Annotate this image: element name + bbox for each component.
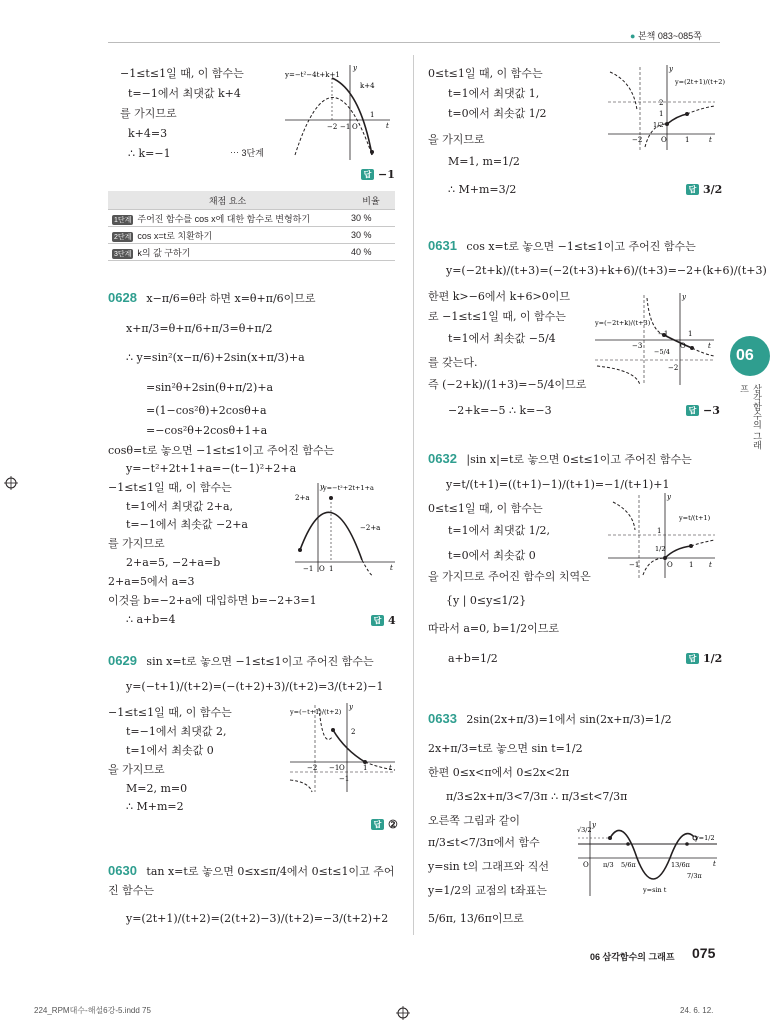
svg-text:−2: −2 <box>668 364 679 372</box>
footer-file: 224_RPM대수-해설6강-5.indd 75 <box>34 1006 151 1015</box>
svg-text:y: y <box>667 493 671 501</box>
p0629: 0629 sin x=t로 놓으면 −1≤t≤1이고 주어진 함수는 <box>108 653 374 668</box>
svg-text:7/3π: 7/3π <box>687 872 702 880</box>
svg-text:O: O <box>352 123 358 131</box>
p0632-l4: t=1에서 최댓값 1/2, <box>448 524 550 537</box>
chapter-tab: 06 삼각함수의 그래프 <box>730 336 758 456</box>
footer-page: 075 <box>692 945 716 961</box>
svg-text:t: t <box>709 136 712 144</box>
p0628-l3: ∴ y=sin²(x−π/6)+2sin(x+π/3)+a <box>126 351 305 364</box>
p0632-l7: {y | 0≤y≤1/2} <box>446 594 527 607</box>
svg-text:y=1/2: y=1/2 <box>695 834 715 842</box>
svg-text:y=(−2t+k)/(t+3): y=(−2t+k)/(t+3) <box>595 319 651 327</box>
p0632-l2: y=t/(t+1)=((t+1)−1)/(t+1)=−1/(t+1)+1 <box>446 478 670 491</box>
p0628-l13: 2+a=5, −2+a=b <box>126 556 221 569</box>
p0632-l9: a+b=1/2 <box>448 652 498 665</box>
p0633-l6: π/3≤t<7/3π에서 함수 <box>428 836 540 849</box>
svg-text:O: O <box>667 561 673 569</box>
prev-line5: ∴ k=−1 <box>128 147 171 160</box>
answer-0629: 답 ② <box>371 818 398 831</box>
p0628-l15: 이것을 b=−2+a에 대입하면 b=−2+3=1 <box>108 594 317 607</box>
registration-mark-icon <box>4 476 18 490</box>
svg-text:y=(2t+1)/(t+2): y=(2t+1)/(t+2) <box>675 78 725 86</box>
svg-text:5/6π: 5/6π <box>621 861 636 869</box>
answer-prev: 답 −1 <box>361 168 395 181</box>
svg-text:−1: −1 <box>329 764 340 772</box>
svg-text:1: 1 <box>329 565 334 573</box>
svg-text:−3: −3 <box>632 342 643 350</box>
p0631-l2: y=(−2t+k)/(t+3)=(−2(t+3)+k+6)/(t+3)=−2+(k+6)/(t+3) <box>446 264 767 277</box>
svg-text:1: 1 <box>657 527 662 535</box>
svg-text:1: 1 <box>659 110 664 118</box>
p0628-l2: x+π/3=θ+π/6+π/3=θ+π/2 <box>126 322 273 335</box>
p0631-l3: 한편 k>−6에서 k+6>0이므 <box>428 290 570 303</box>
svg-text:y: y <box>320 483 324 491</box>
p0628-l6: =−cos²θ+2cosθ+1+a <box>146 424 268 437</box>
graph-prev-max: k+4 <box>360 82 375 90</box>
svg-text:O: O <box>339 764 345 772</box>
scoring-table: 채점 요소 비율 1단계 주어진 함수를 cos x에 대한 함수로 변형하기 30 % 2단계 cos x=t로 치환하기 30 % 3단계 k의 값 구하기 40 % <box>108 191 395 261</box>
p0632-l5: t=0에서 최솟값 0 <box>448 549 536 562</box>
prev-line2: t=−1에서 최댓값 k+4 <box>128 87 241 100</box>
p0633-l3: 한편 0≤x<π에서 0≤2x<2π <box>428 766 570 779</box>
prev-step-tag: ⋯ 3단계 <box>230 148 264 158</box>
svg-text:O: O <box>583 861 589 869</box>
p0629-l5: t=1에서 최솟값 0 <box>126 744 214 757</box>
svg-text:−1: −1 <box>303 565 314 573</box>
svg-text:√3/2: √3/2 <box>577 826 592 834</box>
p0630-l3: y=(2t+1)/(t+2)=(2(t+2)−3)/(t+2)=−3/(t+2)+2 <box>126 912 389 925</box>
c0630-l6: ∴ M+m=3/2 <box>448 183 517 196</box>
svg-text:O: O <box>661 136 667 144</box>
svg-text:−2+a: −2+a <box>360 524 381 532</box>
svg-text:2: 2 <box>659 99 664 107</box>
graph-0632 <box>605 490 717 582</box>
svg-text:1: 1 <box>363 764 368 772</box>
graph-0630 <box>605 62 725 152</box>
answer-0631: 답 −3 <box>686 404 720 417</box>
table-row: 1단계 주어진 함수를 cos x에 대한 함수로 변형하기 30 % <box>108 210 395 227</box>
svg-text:1/2: 1/2 <box>653 121 664 129</box>
p0631-l4: 로 −1≤t≤1일 때, 이 함수는 <box>428 310 566 323</box>
p0633-l5: 오른쪽 그림과 같이 <box>428 814 521 827</box>
svg-text:−2: −2 <box>632 136 643 144</box>
c0630-l3: t=0에서 최솟값 1/2 <box>448 107 547 120</box>
svg-text:t: t <box>713 860 716 868</box>
p0632-l6: 을 가지므로 주어진 함수의 치역은 <box>428 570 591 583</box>
svg-text:−1: −1 <box>340 123 351 131</box>
prev-line4: k+4=3 <box>128 127 168 140</box>
p0628-l10: t=1에서 최댓값 2+a, <box>126 500 234 513</box>
p0629-l4: t=−1에서 최댓값 2, <box>126 725 227 738</box>
svg-text:t: t <box>709 561 712 569</box>
p0633-l4: π/3≤2x+π/3<7/3π ∴ π/3≤t<7/3π <box>446 790 628 803</box>
p0632-l8: 따라서 a=0, b=1/2이므로 <box>428 622 559 635</box>
graph-prev <box>280 60 395 165</box>
p0633-l7: y=sin t의 그래프와 직선 <box>428 860 549 873</box>
p0633-l9: 5/6π, 13/6π이므로 <box>428 912 524 925</box>
svg-text:y: y <box>349 703 353 711</box>
p0628-l5: =(1−cos²θ)+2cosθ+a <box>146 404 267 417</box>
p0628-l8: y=−t²+2t+1+a=−(t−1)²+2+a <box>126 462 297 475</box>
p0628-l14: 2+a=5에서 a=3 <box>108 575 195 588</box>
svg-text:y=t/(t+1): y=t/(t+1) <box>679 514 711 522</box>
p0628-l16: ∴ a+b=4 <box>126 613 176 626</box>
p0630: 0630 tan x=t로 놓으면 0≤x≤π/4에서 0≤t≤1이고 주어 <box>108 863 395 878</box>
footer-chapter: 06 삼각함수의 그래프 <box>590 952 675 962</box>
svg-text:−1: −1 <box>629 561 640 569</box>
p0628: 0628 x−π/6=θ라 하면 x=θ+π/6이므로 <box>108 290 316 305</box>
answer-0628: 답 4 <box>371 614 396 627</box>
p0631-l7: 즉 (−2+k)/(1+3)=−5/4이므로 <box>428 378 587 391</box>
svg-text:−1: −1 <box>339 775 350 783</box>
answer-0632: 답 1/2 <box>686 652 722 665</box>
table-row: 3단계 k의 값 구하기 40 % <box>108 244 395 261</box>
graph-0629 <box>285 700 400 795</box>
p0628-l9: −1≤t≤1일 때, 이 함수는 <box>108 481 232 494</box>
svg-text:13/6π: 13/6π <box>671 861 690 869</box>
header-ref: ● 본책 083~085쪽 <box>630 31 702 41</box>
p0629-l8: ∴ M+m=2 <box>126 800 184 813</box>
p0628-l11: t=−1에서 최솟값 −2+a <box>126 518 248 531</box>
p0628-l7: cosθ=t로 놓으면 −1≤t≤1이고 주어진 함수는 <box>108 444 335 457</box>
svg-text:1: 1 <box>688 330 693 338</box>
p0632: 0632 |sin x|=t로 놓으면 0≤t≤1이고 주어진 함수는 <box>428 451 692 466</box>
svg-text:t: t <box>389 764 392 772</box>
prev-line3: 를 가지므로 <box>120 107 177 120</box>
svg-text:−2: −2 <box>307 764 318 772</box>
svg-text:y: y <box>353 64 357 72</box>
svg-text:y=sin t: y=sin t <box>643 886 667 894</box>
graph-0628 <box>290 480 400 575</box>
p0629-l7: M=2, m=0 <box>126 782 188 795</box>
p0633-l2: 2x+π/3=t로 놓으면 sin t=1/2 <box>428 742 583 755</box>
svg-text:π/3: π/3 <box>603 861 614 869</box>
column-divider <box>413 55 414 935</box>
svg-text:t: t <box>390 564 393 572</box>
p0631-l8: −2+k=−5 ∴ k=−3 <box>448 404 552 417</box>
header-rule <box>108 42 720 43</box>
p0633: 0633 2sin(2x+π/3)=1에서 sin(2x+π/3)=1/2 <box>428 711 672 726</box>
graph-prev-func: y=−t²−4t+k+1 <box>285 71 340 79</box>
p0628-l12: 를 가지므로 <box>108 537 165 550</box>
svg-text:−1: −1 <box>658 330 669 338</box>
svg-text:y: y <box>592 821 596 829</box>
table-row: 2단계 cos x=t로 치환하기 30 % <box>108 227 395 244</box>
answer-0630: 답 3/2 <box>686 183 722 196</box>
svg-text:O: O <box>680 342 686 350</box>
p0630-l2: 진 함수는 <box>108 884 155 897</box>
svg-text:y=(−t+1)/(t+2): y=(−t+1)/(t+2) <box>290 708 342 716</box>
svg-text:−5/4: −5/4 <box>654 348 670 356</box>
p0631-l6: 를 갖는다. <box>428 356 478 369</box>
svg-text:y=−t²+2t+1+a: y=−t²+2t+1+a <box>323 484 374 492</box>
svg-text:y: y <box>682 293 686 301</box>
p0628-l4: =sin²θ+2sin(θ+π/2)+a <box>146 381 274 394</box>
graph-0631 <box>592 290 717 390</box>
svg-text:2+a: 2+a <box>295 494 310 502</box>
p0632-l3: 0≤t≤1일 때, 이 함수는 <box>428 502 543 515</box>
svg-text:1: 1 <box>689 561 694 569</box>
p0633-l8: y=1/2의 교점의 t좌표는 <box>428 884 547 897</box>
svg-text:y: y <box>669 65 673 73</box>
p0629-l2: y=(−t+1)/(t+2)=(−(t+2)+3)/(t+2)=3/(t+2)−1 <box>126 680 384 693</box>
p0631: 0631 cos x=t로 놓으면 −1≤t≤1이고 주어진 함수는 <box>428 238 696 253</box>
svg-text:−2: −2 <box>327 123 338 131</box>
registration-mark-icon <box>396 1006 410 1020</box>
svg-text:t: t <box>386 122 389 130</box>
prev-line1: −1≤t≤1일 때, 이 함수는 <box>120 67 244 80</box>
svg-text:2: 2 <box>351 728 356 736</box>
c0630-l2: t=1에서 최댓값 1, <box>448 87 540 100</box>
p0629-l6: 을 가지므로 <box>108 763 165 776</box>
svg-text:O: O <box>319 565 325 573</box>
svg-text:1/2: 1/2 <box>655 545 666 553</box>
svg-text:t: t <box>708 342 711 350</box>
graph-0633 <box>575 818 720 898</box>
svg-text:1: 1 <box>370 111 375 119</box>
svg-text:1: 1 <box>685 136 690 144</box>
footer-date: 24. 6. 12. <box>680 1006 714 1015</box>
p0631-l5: t=1에서 최솟값 −5/4 <box>448 332 556 345</box>
p0629-l3: −1≤t≤1일 때, 이 함수는 <box>108 706 232 719</box>
c0630-l5: M=1, m=1/2 <box>448 155 520 168</box>
c0630-l4: 을 가지므로 <box>428 133 485 146</box>
c0630-l1: 0≤t≤1일 때, 이 함수는 <box>428 67 543 80</box>
